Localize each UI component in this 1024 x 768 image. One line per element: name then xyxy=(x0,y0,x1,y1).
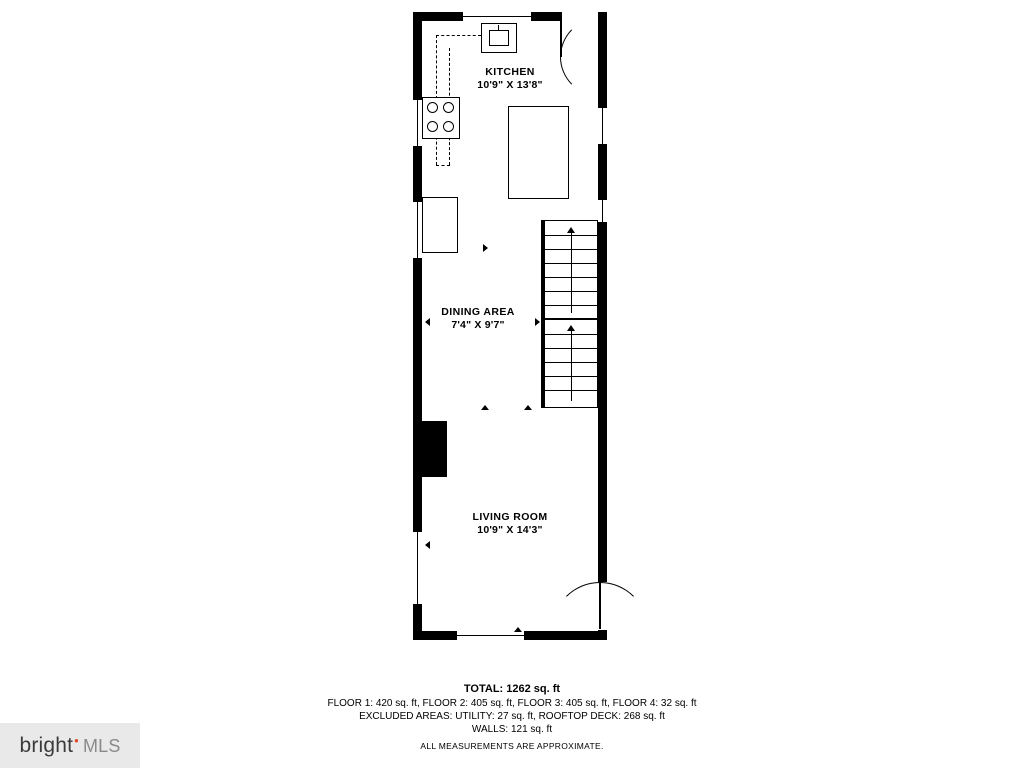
room-name-kitchen: KITCHEN xyxy=(485,66,535,78)
floor-plan-drawing xyxy=(413,12,607,640)
left-wall-opening-upper-line xyxy=(417,100,418,146)
watermark-mls-text: MLS xyxy=(82,735,121,756)
stair-step xyxy=(542,376,597,377)
stair-step xyxy=(542,277,597,278)
top-right-door-panel xyxy=(560,18,562,57)
marker-living-bottom xyxy=(514,627,522,632)
bottom-window-line xyxy=(457,635,524,636)
left-wall-pier xyxy=(422,421,447,477)
stair-step xyxy=(542,249,597,250)
room-label-dining-area xyxy=(398,306,558,332)
stair-step xyxy=(542,390,597,391)
watermark-logo xyxy=(19,734,120,758)
room-dimensions-dining-area: 7'4" X 9'7" xyxy=(451,319,505,332)
stair-step xyxy=(542,291,597,292)
kitchen-counter-dash-bottom xyxy=(436,165,450,166)
marker-living-left xyxy=(425,541,430,549)
right-wall-opening-upper-line xyxy=(602,108,603,144)
stair-step xyxy=(542,235,597,236)
room-label-living-room xyxy=(430,511,590,537)
kitchen-faucet xyxy=(498,25,499,30)
marker-dining-bottom xyxy=(481,405,489,410)
stair-upper-arrow-stem xyxy=(571,233,572,313)
stair-step xyxy=(542,263,597,264)
room-label-kitchen xyxy=(430,66,590,92)
kitchen-burner-2 xyxy=(443,102,454,113)
footer-floor-breakdown: FLOOR 1: 420 sq. ft, FLOOR 2: 405 sq. ft, FLOOR 3: 405 sq. ft, FLOOR 4: 32 sq. ft xyxy=(327,698,697,709)
stair-upper-stringer xyxy=(541,220,545,319)
watermark-accent-dot: • xyxy=(74,732,79,748)
bottom-right-door-panel xyxy=(599,582,601,629)
footer-walls-sqft: WALLS: 121 sq. ft xyxy=(471,724,553,735)
stair-step xyxy=(542,362,597,363)
marker-kitchen-dining xyxy=(483,244,488,252)
footer-disclaimer: ALL MEASUREMENTS ARE APPROXIMATE. xyxy=(420,741,604,751)
left-wall-opening-lower-line xyxy=(417,532,418,604)
room-dimensions-kitchen: 10'9" X 13'8" xyxy=(477,79,543,92)
kitchen-burner-1 xyxy=(427,102,438,113)
kitchen-sink-basin xyxy=(489,30,509,46)
stair-step xyxy=(542,334,597,335)
top-window-line xyxy=(463,16,531,17)
kitchen-island xyxy=(508,106,569,199)
footer-excluded-areas: EXCLUDED AREAS: UTILITY: 27 sq. ft, ROOFTOP DECK: 268 sq. ft xyxy=(359,711,665,722)
watermark-brand-text: bright xyxy=(19,733,74,757)
stair-lower-stringer xyxy=(541,319,545,408)
kitchen-burner-3 xyxy=(427,121,438,132)
stair-run-upper xyxy=(541,220,598,319)
room-name-dining-area: DINING AREA xyxy=(441,306,515,318)
right-wall-opening-mid-line xyxy=(602,200,603,222)
bright-mls-watermark xyxy=(0,723,140,768)
stair-lower-arrow-stem xyxy=(571,331,572,401)
left-wall-opening-mid-line xyxy=(417,202,418,258)
room-dimensions-living-room: 10'9" X 14'3" xyxy=(477,524,543,537)
kitchen-burner-4 xyxy=(443,121,454,132)
room-name-living-room: LIVING ROOM xyxy=(472,511,548,523)
kitchen-counter-dash-top xyxy=(436,35,481,36)
stair-step xyxy=(542,348,597,349)
footer-total-sqft: TOTAL: 1262 sq. ft xyxy=(463,683,561,695)
stair-run-lower xyxy=(541,319,598,408)
marker-dining-bottom-2 xyxy=(524,405,532,410)
kitchen-cabinet-run xyxy=(422,197,458,253)
